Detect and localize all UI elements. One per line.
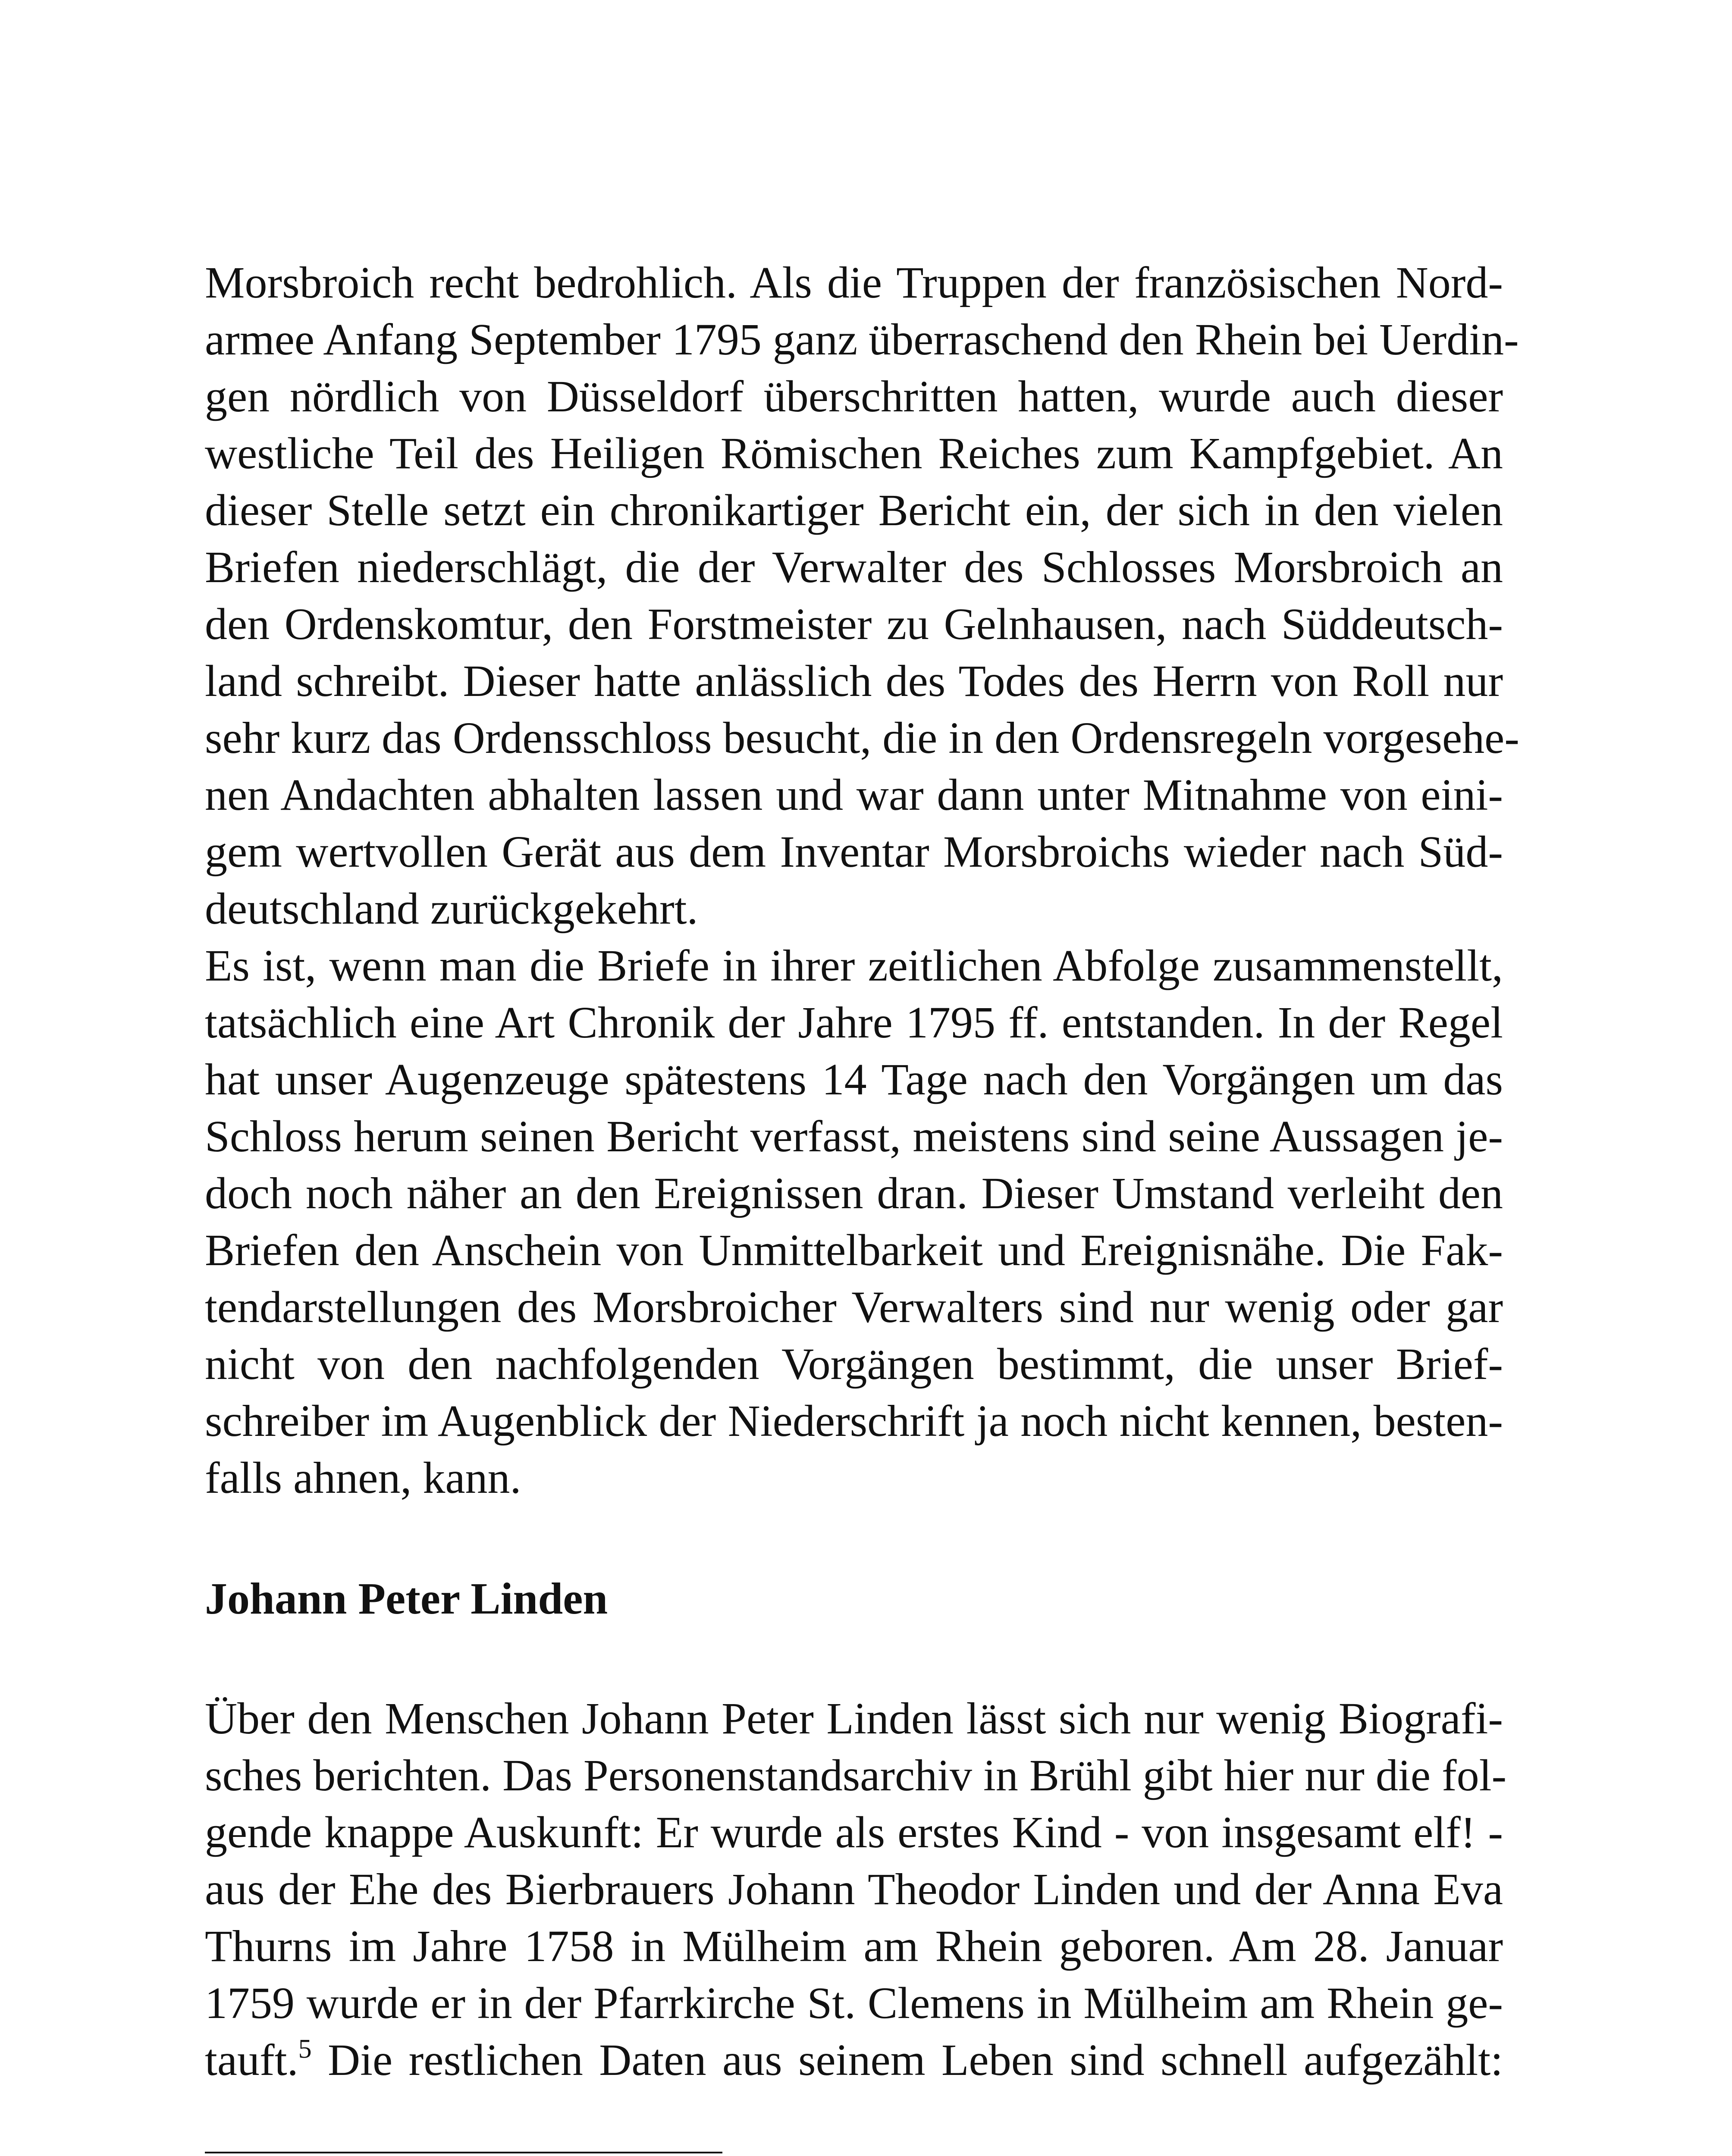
text-line: Schloss herum seinen Bericht verfasst, meistens sind seine Aussagen je- — [205, 1112, 1503, 1161]
text-line: tendarstellungen des Morsbroicher Verwalters sind nur wenig oder gar — [205, 1282, 1503, 1332]
text-line: armee Anfang September 1795 ganz überraschend den Rhein bei Uerdin- — [205, 315, 1519, 364]
footnote-separator — [205, 2152, 722, 2153]
body-paragraph-1 — [205, 254, 1519, 937]
text-segment: Die restlichen Daten aus seinem Leben sind schnell aufgezählt: — [311, 2035, 1503, 2085]
text-line: gem wertvollen Gerät aus dem Inventar Morsbroichs wieder nach Süd- — [205, 827, 1503, 877]
text-line: schreiber im Augenblick der Niederschrift ja noch nicht kennen, besten- — [205, 1396, 1503, 1446]
text-line: nicht von den nachfolgenden Vorgängen bestimmt, die unser Brief- — [205, 1339, 1503, 1389]
text-line: westliche Teil des Heiligen Römischen Reiches zum Kampfgebiet. An — [205, 429, 1503, 478]
text-line: falls ahnen, kann. — [205, 1453, 521, 1503]
text-line: tatsächlich eine Art Chronik der Jahre 1795 ff. entstanden. In der Regel — [205, 998, 1503, 1047]
text-line: nen Andachten abhalten lassen und war dann unter Mitnahme von eini- — [205, 770, 1503, 820]
text-line: hat unser Augenzeuge spätestens 14 Tage nach den Vorgängen um das — [205, 1055, 1503, 1104]
text-line: den Ordenskomtur, den Forstmeister zu Gelnhausen, nach Süddeutsch- — [205, 599, 1503, 649]
text-line: gende knappe Auskunft: Er wurde als erstes Kind - von insgesamt elf! - — [205, 1808, 1503, 1857]
text-line: land schreibt. Dieser hatte anlässlich des Todes des Herrn von Roll nur — [205, 656, 1503, 706]
body-paragraph-3 — [205, 1690, 1507, 2089]
text-line: aus der Ehe des Bierbrauers Johann Theodor Linden und der Anna Eva — [205, 1865, 1503, 1914]
text-line: deutschland zurückgekehrt. — [205, 884, 698, 934]
text-line: Briefen den Anschein von Unmittelbarkeit und Ereignisnähe. Die Fak- — [205, 1225, 1503, 1275]
text-line: Es ist, wenn man die Briefe in ihrer zeitlichen Abfolge zusammenstellt, — [205, 941, 1503, 990]
text-line-with-footnote-ref — [205, 2032, 1503, 2089]
text-line: sehr kurz das Ordensschloss besucht, die in den Ordensregeln vorgesehe- — [205, 713, 1519, 763]
text-line: doch noch näher an den Ereignissen dran. Dieser Umstand verleiht den — [205, 1169, 1503, 1218]
text-line: Über den Menschen Johann Peter Linden lässt sich nur wenig Biografi- — [205, 1694, 1503, 1743]
text-line: dieser Stelle setzt ein chronikartiger Bericht ein, der sich in den vielen — [205, 486, 1503, 535]
text-line: 1759 wurde er in der Pfarrkirche St. Clemens in Mülheim am Rhein ge- — [205, 1978, 1503, 2028]
section-heading: Johann Peter Linden — [205, 1574, 608, 1623]
text-line: Briefen niederschlägt, die der Verwalter des Schlosses Morsbroich an — [205, 542, 1503, 592]
text-segment: tauft. — [205, 2035, 298, 2085]
footnote-reference[interactable]: 5 — [298, 2034, 312, 2064]
body-paragraph-2 — [205, 937, 1503, 1507]
text-line: gen nördlich von Düsseldorf überschritten hatten, wurde auch dieser — [205, 372, 1503, 421]
text-line: Thurns im Jahre 1758 in Mülheim am Rhein geboren. Am 28. Januar — [205, 1921, 1503, 1971]
text-line: Morsbroich recht bedrohlich. Als die Truppen der französischen Nord- — [205, 258, 1503, 307]
text-line: sches berichten. Das Personenstandsarchiv in Brühl gibt hier nur die fol- — [205, 1751, 1507, 1800]
